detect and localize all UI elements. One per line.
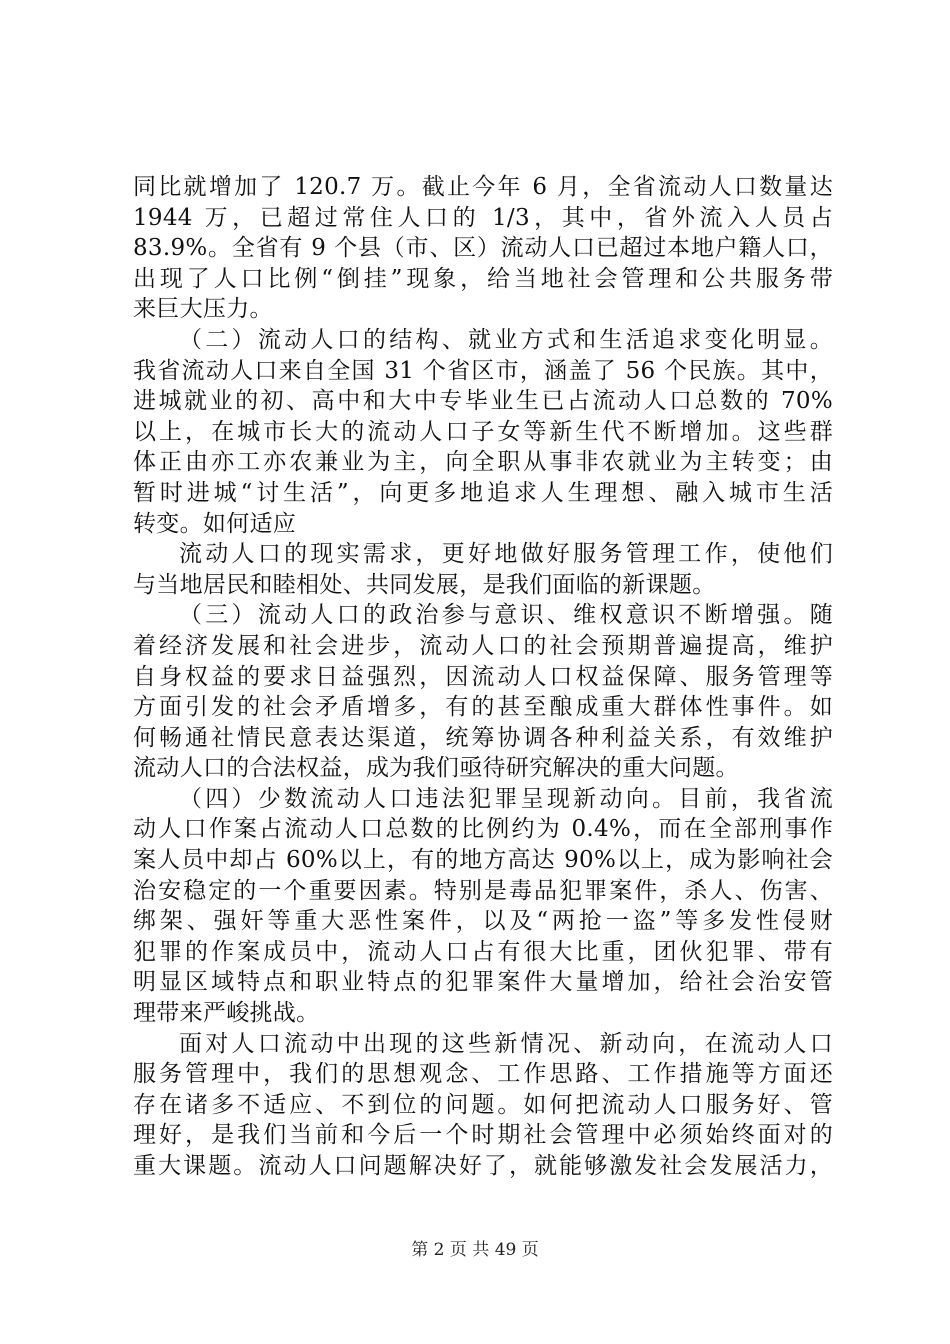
text-line: 理好，是我们当前和今后一个时期社会管理中必须始终面对的 bbox=[133, 1122, 833, 1149]
text-line: 动人口作案占流动人口总数的比例约为 0.4%，而在全部刑事作 bbox=[133, 816, 833, 843]
text-line: 进城就业的初、高中和大中专毕业生已占流动人口总数的 70% bbox=[133, 388, 833, 415]
text-line: 方面引发的社会矛盾增多，有的甚至酿成重大群体性事件。如 bbox=[133, 694, 833, 721]
text-line: 与当地居民和睦相处、共同发展，是我们面临的新课题。 bbox=[133, 571, 716, 598]
text-line: 明显区域特点和职业特点的犯罪案件大量增加，给社会治安管 bbox=[133, 969, 833, 996]
text-line: 转变。如何适应 bbox=[133, 510, 297, 537]
text-line: 治安稳定的一个重要因素。特别是毒品犯罪案件，杀人、伤害、 bbox=[133, 877, 833, 904]
text-line: （二）流动人口的结构、就业方式和生活追求变化明显。 bbox=[179, 326, 833, 353]
text-line: 暂时进城“讨生活”，向更多地追求人生理想、融入城市生活 bbox=[133, 479, 833, 506]
text-line: 流动人口的现实需求，更好地做好服务管理工作，使他们 bbox=[179, 541, 833, 568]
text-line: 绑架、强奸等重大恶性案件，以及“两抢一盗”等多发性侵财 bbox=[133, 908, 833, 935]
text-line: 存在诸多不适应、不到位的问题。如何把流动人口服务好、管 bbox=[133, 1091, 833, 1118]
text-line: 理带来严峻挑战。 bbox=[133, 1000, 320, 1027]
text-line: 来巨大压力。 bbox=[133, 296, 273, 323]
text-line: 服务管理中，我们的思想观念、工作思路、工作措施等方面还 bbox=[133, 1061, 833, 1088]
text-line: 自身权益的要求日益强烈，因流动人口权益保障、服务管理等 bbox=[133, 663, 833, 690]
text-line: 着经济发展和社会进步，流动人口的社会预期普遍提高，维护 bbox=[133, 632, 833, 659]
text-line: （三）流动人口的政治参与意识、维权意识不断增强。随 bbox=[179, 602, 833, 629]
page-footer: 第 2 页 共 49 页 bbox=[411, 1240, 539, 1260]
text-line: 83.9%。全省有 9 个县（市、区）流动人口已超过本地户籍人口， bbox=[133, 235, 833, 262]
text-line: 案人员中却占 60%以上，有的地方高达 90%以上，成为影响社会 bbox=[133, 847, 833, 874]
text-line: （四）少数流动人口违法犯罪呈现新动向。目前，我省流 bbox=[179, 785, 833, 812]
text-line: 以上，在城市长大的流动人口子女等新生代不断增加。这些群 bbox=[133, 418, 833, 445]
text-line: 犯罪的作案成员中，流动人口占有很大比重，团伙犯罪、带有 bbox=[133, 938, 833, 965]
text-line: 1944 万，已超过常住人口的 1/3，其中，省外流入人员占 bbox=[133, 204, 833, 231]
body-text bbox=[133, 172, 833, 1182]
text-line: 体正由亦工亦农兼业为主，向全职从事非农就业为主转变；由 bbox=[133, 449, 833, 476]
text-line: 出现了人口比例“倒挂”现象，给当地社会管理和公共服务带 bbox=[133, 265, 833, 292]
text-line: 流动人口的合法权益，成为我们亟待研究解决的重大问题。 bbox=[133, 755, 739, 782]
text-line: 同比就增加了 120.7 万。截止今年 6 月，全省流动人口数量达 bbox=[133, 174, 833, 200]
text-line: 何畅通社情民意表达渠道，统筹协调各种利益关系，有效维护 bbox=[133, 724, 833, 751]
text-line: 我省流动人口来自全国 31 个省区市，涵盖了 56 个民族。其中， bbox=[133, 357, 833, 384]
text-line: 面对人口流动中出现的这些新情况、新动向，在流动人口 bbox=[179, 1030, 833, 1057]
text-line: 重大课题。流动人口问题解决好了，就能够激发社会发展活力， bbox=[133, 1153, 833, 1179]
